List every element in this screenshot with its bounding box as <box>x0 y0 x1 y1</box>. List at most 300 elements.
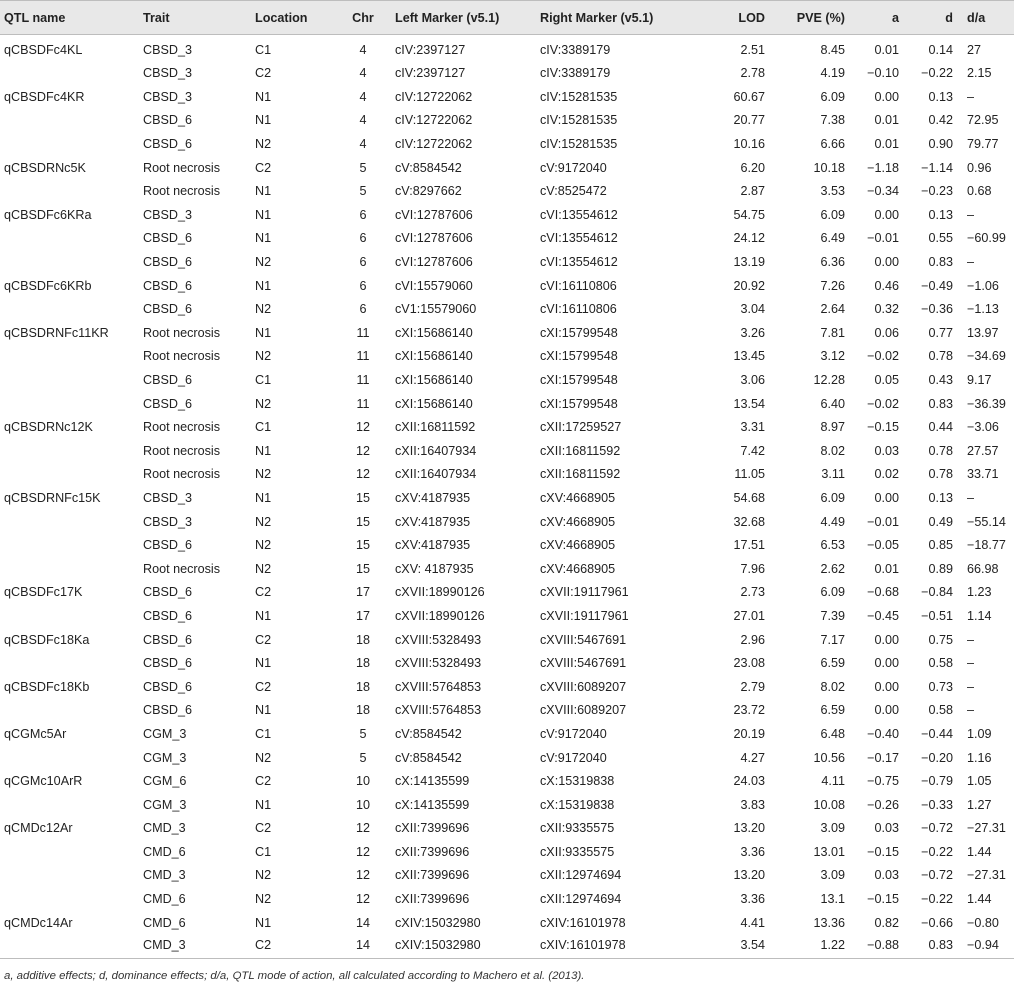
table-row <box>0 62 1014 86</box>
cell-trait: CBSD_6 <box>143 373 192 388</box>
cell-lod: 20.19 <box>733 726 765 741</box>
cell-lod: 60.67 <box>733 89 765 104</box>
cell-location: N2 <box>255 750 272 765</box>
cell-d: −0.23 <box>921 184 953 199</box>
table-row <box>0 557 1014 581</box>
cell-right-marker: cXVIII:5467691 <box>540 632 627 647</box>
cell-d-over-a: −55.14 <box>967 514 1006 529</box>
cell-right-marker: cXI:15799548 <box>540 373 618 388</box>
cell-d-over-a: −60.99 <box>967 231 1006 246</box>
cell-d-over-a: – <box>967 703 975 718</box>
cell-left-marker: cXVIII:5328493 <box>395 656 482 671</box>
cell-d: 0.78 <box>928 467 953 482</box>
cell-location: C1 <box>255 420 272 435</box>
cell-lod: 4.27 <box>740 750 765 765</box>
cell-lod: 3.36 <box>740 892 765 907</box>
cell-pve: 13.01 <box>813 844 845 859</box>
header-lod: LOD <box>695 1 771 35</box>
cell-qtl-name <box>0 651 139 675</box>
cell-d-over-a: 1.44 <box>967 844 992 859</box>
table-row <box>0 604 1014 628</box>
table-header <box>0 1 1014 35</box>
cell-chr: 10 <box>355 774 370 789</box>
table-row <box>0 297 1014 321</box>
cell-left-marker: cXV: 4187935 <box>395 561 474 576</box>
cell-lod: 3.83 <box>740 797 765 812</box>
cell-d-over-a: 1.27 <box>967 797 992 812</box>
cell-left-marker: cXV:4187935 <box>395 490 471 505</box>
cell-a: 0.05 <box>874 373 899 388</box>
cell-trait: CMD_6 <box>143 844 186 859</box>
cell-location: N1 <box>255 797 272 812</box>
cell-lod: 17.51 <box>733 538 765 553</box>
cell-chr: 11 <box>356 349 370 364</box>
cell-location: N2 <box>255 892 272 907</box>
cell-d: 0.14 <box>928 43 953 58</box>
cell-chr: 12 <box>355 821 370 836</box>
cell-location: C1 <box>255 373 272 388</box>
cell-location: N2 <box>255 396 272 411</box>
cell-location: N1 <box>255 915 272 930</box>
cell-d: −0.22 <box>921 892 953 907</box>
cell-right-marker: cVI:13554612 <box>540 231 618 246</box>
cell-left-marker: cX:14135599 <box>395 797 470 812</box>
cell-pve: 6.09 <box>820 490 845 505</box>
cell-trait: CGM_3 <box>143 750 187 765</box>
cell-location: N2 <box>255 302 272 317</box>
cell-lod: 6.20 <box>740 160 765 175</box>
cell-qtl-name <box>0 864 139 888</box>
cell-a: −0.75 <box>867 774 899 789</box>
cell-lod: 20.92 <box>733 278 765 293</box>
cell-left-marker: cVI:12787606 <box>395 255 473 270</box>
cell-d: −0.84 <box>921 585 953 600</box>
table-row <box>0 274 1014 298</box>
cell-pve: 6.40 <box>820 396 845 411</box>
cell-right-marker: cXV:4668905 <box>540 538 616 553</box>
cell-d: −0.49 <box>921 278 953 293</box>
cell-d: 0.90 <box>928 137 953 152</box>
cell-right-marker: cXII:9335575 <box>540 821 615 836</box>
cell-d-over-a: 1.14 <box>967 608 992 623</box>
cell-location: N2 <box>255 868 272 883</box>
cell-trait: CBSD_3 <box>143 490 192 505</box>
cell-pve: 7.38 <box>820 113 845 128</box>
cell-trait: Root necrosis <box>143 467 220 482</box>
cell-a: −0.34 <box>867 184 899 199</box>
cell-left-marker: cIV:12722062 <box>395 113 473 128</box>
cell-qtl-name <box>0 604 139 628</box>
cell-chr: 12 <box>355 420 370 435</box>
cell-a: −0.05 <box>867 538 899 553</box>
cell-left-marker: cXII:16811592 <box>395 420 476 435</box>
cell-a: 0.01 <box>874 113 899 128</box>
cell-d: −0.72 <box>921 821 953 836</box>
cell-qtl-name: qCMDc12Ar <box>4 821 73 836</box>
cell-d-over-a: 1.05 <box>967 774 992 789</box>
cell-chr: 18 <box>355 703 370 718</box>
cell-d-over-a: 79.77 <box>967 137 999 152</box>
cell-left-marker: cXI:15686140 <box>395 396 473 411</box>
cell-d: 0.42 <box>928 113 953 128</box>
cell-qtl-name <box>0 533 139 557</box>
cell-a: 0.00 <box>874 679 899 694</box>
cell-left-marker: cIV:2397127 <box>395 43 466 58</box>
cell-trait: CBSD_6 <box>143 113 192 128</box>
cell-location: N2 <box>255 514 272 529</box>
cell-left-marker: cXVII:18990126 <box>395 608 485 623</box>
cell-trait: CBSD_3 <box>143 514 192 529</box>
cell-a: −0.15 <box>867 420 899 435</box>
cell-lod: 2.78 <box>740 66 765 81</box>
cell-left-marker: cXI:15686140 <box>395 325 473 340</box>
table-row <box>0 132 1014 156</box>
cell-left-marker: cIV:2397127 <box>395 66 466 81</box>
cell-d-over-a: −36.39 <box>967 396 1006 411</box>
cell-qtl-name: qCBSDFc6KRb <box>4 278 92 293</box>
cell-right-marker: cXII:17259527 <box>540 420 622 435</box>
cell-d-over-a: 66.98 <box>967 561 999 576</box>
table-row <box>0 911 1014 935</box>
table-row <box>0 250 1014 274</box>
cell-d-over-a: 0.96 <box>967 160 992 175</box>
cell-left-marker: cXVIII:5764853 <box>395 703 482 718</box>
cell-d-over-a: −27.31 <box>967 821 1006 836</box>
cell-qtl-name <box>0 132 139 156</box>
cell-pve: 1.22 <box>771 934 851 958</box>
cell-a: −0.01 <box>867 231 899 246</box>
cell-trait: CBSD_6 <box>143 137 192 152</box>
cell-a: 0.46 <box>874 278 899 293</box>
cell-location: C2 <box>255 679 272 694</box>
cell-left-marker: cXVIII:5764853 <box>395 679 482 694</box>
cell-d: −0.20 <box>921 750 953 765</box>
cell-a: 0.32 <box>874 302 899 317</box>
cell-d-over-a: – <box>967 207 975 222</box>
cell-d: 0.44 <box>928 420 953 435</box>
cell-location: N1 <box>255 656 272 671</box>
cell-d: 0.78 <box>928 443 953 458</box>
cell-d-over-a: 9.17 <box>967 373 992 388</box>
cell-qtl-name <box>0 297 139 321</box>
cell-right-marker: cIV:15281535 <box>540 113 618 128</box>
cell-chr: 15 <box>355 514 370 529</box>
table-row <box>0 699 1014 723</box>
cell-lod: 3.04 <box>740 302 765 317</box>
cell-qtl-name: qCBSDFc4KR <box>4 89 85 104</box>
table-row <box>0 35 1014 62</box>
cell-qtl-name: qCBSDRNc5K <box>4 160 86 175</box>
cell-trait: Root necrosis <box>143 349 220 364</box>
table-row <box>0 533 1014 557</box>
cell-d: 0.55 <box>928 231 953 246</box>
cell-location: C2 <box>255 632 272 647</box>
cell-trait: CBSD_6 <box>143 302 192 317</box>
cell-d: 0.58 <box>928 656 953 671</box>
cell-chr: 15 <box>355 561 370 576</box>
cell-chr: 18 <box>355 656 370 671</box>
table-row <box>0 722 1014 746</box>
cell-lod: 3.31 <box>740 420 765 435</box>
cell-location: N1 <box>255 113 272 128</box>
cell-d: 0.58 <box>928 703 953 718</box>
cell-left-marker: cV:8297662 <box>395 184 462 199</box>
cell-a: −0.10 <box>867 66 899 81</box>
cell-left-marker: cXIV:15032980 <box>395 915 481 930</box>
cell-d: 0.77 <box>928 325 953 340</box>
cell-d-over-a: 1.09 <box>967 726 992 741</box>
cell-trait: CBSD_3 <box>143 43 192 58</box>
cell-d: −0.33 <box>921 797 953 812</box>
cell-location: N1 <box>255 231 272 246</box>
cell-chr: 6 <box>359 302 367 317</box>
cell-lod: 13.20 <box>733 821 765 836</box>
cell-qtl-name <box>0 557 139 581</box>
cell-location: N2 <box>255 255 272 270</box>
cell-chr: 15 <box>355 490 370 505</box>
header-chr: Chr <box>335 1 391 35</box>
cell-qtl-name <box>0 510 139 534</box>
cell-a: −0.17 <box>867 750 899 765</box>
table-row <box>0 769 1014 793</box>
cell-chr: 17 <box>355 585 370 600</box>
cell-qtl-name: qCBSDFc4KL <box>4 43 83 58</box>
table-row <box>0 463 1014 487</box>
cell-lod: 2.73 <box>740 585 765 600</box>
cell-qtl-name <box>0 109 139 133</box>
cell-pve: 6.59 <box>820 656 845 671</box>
cell-lod: 54.75 <box>733 207 765 222</box>
cell-d-over-a: −0.94 <box>959 934 1014 958</box>
cell-chr: 10 <box>355 797 370 812</box>
cell-qtl-name: qCBSDRNFc15K <box>4 490 101 505</box>
cell-qtl-name: qCGMc5Ar <box>4 726 67 741</box>
table-row <box>0 85 1014 109</box>
cell-d-over-a: – <box>967 632 975 647</box>
cell-d: 0.83 <box>905 934 959 958</box>
cell-d: −0.66 <box>921 915 953 930</box>
cell-a: −0.15 <box>867 844 899 859</box>
cell-left-marker: cXV:4187935 <box>395 538 471 553</box>
cell-lod: 24.03 <box>733 774 765 789</box>
cell-trait: Root necrosis <box>143 420 220 435</box>
cell-left-marker: cXII:16407934 <box>395 443 477 458</box>
cell-d: 0.43 <box>928 373 953 388</box>
cell-d: 0.83 <box>928 396 953 411</box>
cell-left-marker: cXI:15686140 <box>395 349 473 364</box>
cell-d-over-a: – <box>967 656 975 671</box>
table-row <box>0 840 1014 864</box>
cell-right-marker: cV:9172040 <box>540 726 607 741</box>
cell-qtl-name <box>0 227 139 251</box>
cell-left-marker: cXII:7399696 <box>395 844 470 859</box>
cell-a: 0.01 <box>874 137 899 152</box>
cell-pve: 6.09 <box>820 89 845 104</box>
cell-pve: 6.59 <box>820 703 845 718</box>
table-row <box>0 179 1014 203</box>
cell-pve: 7.39 <box>820 608 845 623</box>
table-body <box>0 35 1014 959</box>
cell-chr: 6 <box>359 207 367 222</box>
header-location: Location <box>251 1 335 35</box>
table-footnote: a, additive effects; d, dominance effects; d/a, QTL mode of action, all calculated according to Machero et al. (2013). <box>4 969 585 982</box>
cell-d-over-a: −0.80 <box>967 915 999 930</box>
cell-d: 0.73 <box>928 679 953 694</box>
cell-lod: 20.77 <box>733 113 765 128</box>
cell-chr: 6 <box>359 278 367 293</box>
cell-lod: 2.79 <box>740 679 765 694</box>
cell-chr: 12 <box>355 868 370 883</box>
cell-lod: 7.42 <box>740 443 765 458</box>
cell-a: −0.01 <box>867 514 899 529</box>
cell-d-over-a: −3.06 <box>967 420 999 435</box>
cell-lod: 54.68 <box>733 490 765 505</box>
cell-right-marker: cXV:4668905 <box>540 490 616 505</box>
cell-trait: CMD_3 <box>143 821 186 836</box>
cell-location: C2 <box>255 585 272 600</box>
cell-lod: 11.05 <box>734 467 765 482</box>
cell-trait: Root necrosis <box>143 184 220 199</box>
cell-qtl-name <box>0 439 139 463</box>
cell-trait: CBSD_6 <box>143 231 192 246</box>
cell-right-marker: cV:9172040 <box>540 160 607 175</box>
cell-location: N1 <box>255 184 272 199</box>
cell-d: 0.78 <box>928 349 953 364</box>
cell-pve: 3.12 <box>820 349 845 364</box>
cell-a: −0.02 <box>867 349 899 364</box>
cell-qtl-name <box>0 840 139 864</box>
cell-location: N2 <box>255 467 272 482</box>
cell-qtl-name <box>0 392 139 416</box>
cell-left-marker: cV:8584542 <box>395 160 462 175</box>
cell-lod: 3.06 <box>740 373 765 388</box>
cell-right-marker: cV:8525472 <box>540 184 607 199</box>
cell-trait: CBSD_6 <box>143 608 192 623</box>
table-row <box>0 628 1014 652</box>
cell-lod: 3.26 <box>740 325 765 340</box>
cell-a: −0.40 <box>867 726 899 741</box>
cell-a: 0.02 <box>874 467 899 482</box>
cell-d-over-a: – <box>967 89 975 104</box>
cell-left-marker: cXVII:18990126 <box>395 585 485 600</box>
cell-trait: CMD_3 <box>139 934 251 958</box>
cell-lod: 13.45 <box>733 349 765 364</box>
cell-left-marker: cVI:15579060 <box>395 278 473 293</box>
cell-qtl-name <box>0 887 139 911</box>
cell-pve: 2.64 <box>820 302 845 317</box>
cell-chr: 18 <box>355 632 370 647</box>
cell-qtl-name <box>0 250 139 274</box>
cell-pve: 8.02 <box>820 679 845 694</box>
cell-lod: 7.96 <box>740 561 765 576</box>
cell-a: −0.68 <box>867 585 899 600</box>
cell-trait: CBSD_6 <box>143 278 192 293</box>
table-row <box>0 581 1014 605</box>
table-row <box>0 510 1014 534</box>
header-trait: Trait <box>139 1 251 35</box>
cell-right-marker: cXIV:16101978 <box>536 934 695 958</box>
cell-location: N1 <box>255 207 272 222</box>
cell-a: 0.03 <box>874 868 899 883</box>
header-d-over-a: d/a <box>959 1 1014 35</box>
cell-d: −0.79 <box>921 774 953 789</box>
cell-d-over-a: 2.15 <box>967 66 992 81</box>
cell-chr: 14 <box>355 915 370 930</box>
cell-left-marker: cV:8584542 <box>395 750 462 765</box>
cell-chr: 6 <box>359 255 367 270</box>
cell-trait: Root necrosis <box>143 325 220 340</box>
cell-qtl-name <box>0 62 139 86</box>
cell-d-over-a: – <box>967 490 975 505</box>
cell-d-over-a: −34.69 <box>967 349 1006 364</box>
cell-a: −0.45 <box>867 608 899 623</box>
cell-pve: 4.11 <box>821 774 845 789</box>
table-row <box>0 345 1014 369</box>
cell-d-over-a: 72.95 <box>967 113 999 128</box>
cell-left-marker: cXVIII:5328493 <box>395 632 482 647</box>
cell-location: N2 <box>255 137 272 152</box>
cell-a: 0.82 <box>874 915 899 930</box>
cell-pve: 13.36 <box>813 915 845 930</box>
cell-right-marker: cXVIII:6089207 <box>540 679 627 694</box>
cell-location: N1 <box>255 608 272 623</box>
cell-location: N1 <box>255 443 272 458</box>
cell-qtl-name <box>0 934 139 958</box>
cell-d-over-a: 13.97 <box>967 325 999 340</box>
cell-trait: CGM_3 <box>143 726 187 741</box>
cell-trait: Root necrosis <box>143 561 220 576</box>
cell-right-marker: cXV:4668905 <box>540 514 616 529</box>
cell-left-marker: cXII:7399696 <box>395 892 470 907</box>
cell-trait: CMD_6 <box>143 915 186 930</box>
cell-right-marker: cVI:16110806 <box>540 302 617 317</box>
cell-left-marker: cIV:12722062 <box>395 137 473 152</box>
cell-trait: CBSD_6 <box>143 255 192 270</box>
cell-chr: 6 <box>359 231 367 246</box>
cell-d: −0.72 <box>921 868 953 883</box>
cell-right-marker: cXVII:19117961 <box>540 608 629 623</box>
cell-a: 0.00 <box>874 89 899 104</box>
cell-chr: 4 <box>359 89 367 104</box>
cell-pve: 10.18 <box>813 160 845 175</box>
cell-lod: 2.87 <box>740 184 765 199</box>
cell-chr: 12 <box>355 467 370 482</box>
header-a: a <box>851 1 905 35</box>
cell-right-marker: cXII:12974694 <box>540 868 622 883</box>
cell-d: 0.13 <box>928 207 953 222</box>
table-row <box>0 887 1014 911</box>
cell-trait: CBSD_6 <box>143 632 192 647</box>
cell-lod: 10.16 <box>733 137 765 152</box>
cell-lod: 13.19 <box>733 255 765 270</box>
table-row <box>0 864 1014 888</box>
cell-pve: 8.97 <box>820 420 845 435</box>
cell-qtl-name: qCBSDFc18Kb <box>4 679 90 694</box>
cell-lod: 23.72 <box>733 703 765 718</box>
cell-location: N2 <box>255 538 272 553</box>
cell-right-marker: cXV:4668905 <box>540 561 616 576</box>
cell-qtl-name <box>0 463 139 487</box>
cell-right-marker: cXVII:19117961 <box>540 585 629 600</box>
cell-lod: 3.54 <box>695 934 771 958</box>
cell-trait: CBSD_6 <box>143 396 192 411</box>
cell-trait: CBSD_6 <box>143 679 192 694</box>
cell-qtl-name <box>0 179 139 203</box>
cell-lod: 27.01 <box>733 608 765 623</box>
cell-lod: 24.12 <box>733 231 765 246</box>
cell-a: −0.88 <box>851 934 905 958</box>
cell-chr: 17 <box>355 608 370 623</box>
